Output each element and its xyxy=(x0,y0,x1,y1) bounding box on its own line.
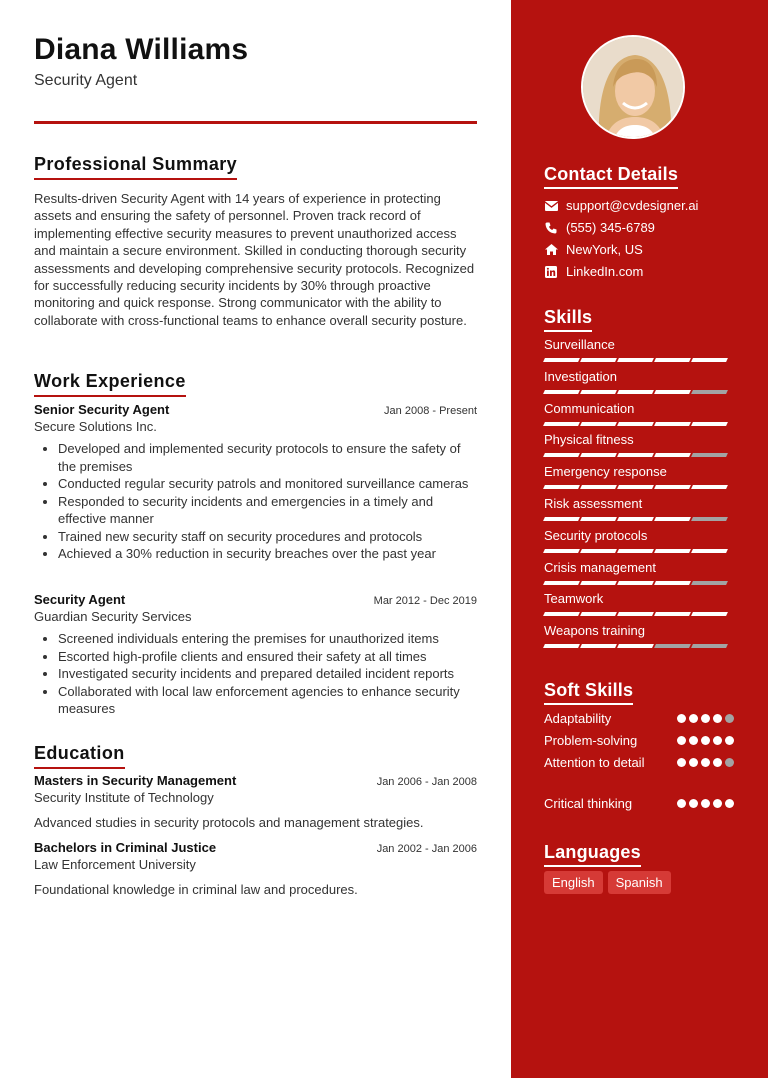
rating-dot xyxy=(725,736,734,745)
skill-level-segment xyxy=(617,517,654,521)
skill-level-segment xyxy=(580,422,617,426)
soft-skills-heading: Soft Skills xyxy=(544,680,633,705)
skill-name: Emergency response xyxy=(544,464,667,480)
soft-skill-name: Problem-solving xyxy=(544,733,638,748)
skill-name: Weapons training xyxy=(544,623,645,639)
soft-skill-name: Adaptability xyxy=(544,711,612,726)
linkedin-icon xyxy=(544,265,558,279)
skill-level-segment xyxy=(543,581,580,585)
skill-item xyxy=(544,496,734,521)
skill-level-segment xyxy=(543,390,580,394)
skills-heading: Skills xyxy=(544,307,592,332)
rating-dot xyxy=(677,799,686,808)
skill-level-segment xyxy=(654,517,691,521)
profile-photo xyxy=(581,35,685,139)
skill-level-segment xyxy=(580,485,617,489)
skill-level-bar xyxy=(544,581,734,585)
job-company: Secure Solutions Inc. xyxy=(34,419,157,434)
rating-dot xyxy=(725,799,734,808)
linkedin-text: LinkedIn.com xyxy=(566,264,644,279)
language-chip: English xyxy=(544,871,603,894)
rating-dot xyxy=(725,714,734,723)
education-description: Foundational knowledge in criminal law and procedures. xyxy=(34,882,358,897)
skill-level-segment xyxy=(580,390,617,394)
education-description: Advanced studies in security protocols and management strategies. xyxy=(34,815,424,830)
degree-title: Masters in Security Management xyxy=(34,773,237,788)
skill-level-segment xyxy=(543,549,580,553)
rating-dot xyxy=(713,758,722,767)
contact-location xyxy=(544,242,643,257)
skill-level-segment xyxy=(691,485,728,489)
languages-heading: Languages xyxy=(544,842,641,867)
skill-level-segment xyxy=(617,390,654,394)
skill-name: Investigation xyxy=(544,368,617,384)
skill-level-segment xyxy=(617,422,654,426)
skill-level-segment xyxy=(617,612,654,616)
job-bullets xyxy=(34,440,477,563)
rating-dot xyxy=(701,758,710,767)
rating-dot xyxy=(677,736,686,745)
soft-skill-rating xyxy=(677,754,734,772)
job-entry xyxy=(34,402,477,563)
job-entry xyxy=(34,592,477,718)
skill-name: Risk assessment xyxy=(544,496,643,511)
skill-level-bar xyxy=(544,453,734,457)
skill-level-bar xyxy=(544,644,734,648)
school-name: Security Institute of Technology xyxy=(34,790,214,805)
job-date: Jan 2008 - Present xyxy=(384,405,477,417)
rating-dot xyxy=(701,714,710,723)
soft-skill-rating xyxy=(677,732,734,750)
skill-level-segment xyxy=(617,581,654,585)
job-bullet: • Conducted regular security patrols and monitored surveillance cameras xyxy=(58,475,477,493)
education-heading: Education xyxy=(34,743,125,769)
skill-level-bar xyxy=(544,422,734,426)
job-date: Mar 2012 - Dec 2019 xyxy=(373,595,477,607)
rating-dot xyxy=(677,714,686,723)
skill-level-segment xyxy=(654,549,691,553)
phone-icon xyxy=(544,221,558,235)
skill-level-segment xyxy=(617,549,654,553)
skill-level-bar xyxy=(544,390,734,394)
skill-level-segment xyxy=(617,453,654,457)
skill-level-bar xyxy=(544,485,734,489)
rating-dot xyxy=(725,758,734,767)
skill-level-segment xyxy=(543,358,580,362)
skill-item xyxy=(544,560,734,585)
skill-level-segment xyxy=(654,422,691,426)
skill-level-bar xyxy=(544,549,734,553)
skill-name: Teamwork xyxy=(544,591,604,607)
phone-text: (555) 345-6789 xyxy=(566,220,655,235)
skill-level-bar xyxy=(544,517,734,521)
skill-level-segment xyxy=(654,581,691,585)
rating-dot xyxy=(689,758,698,767)
job-bullet: • Developed and implemented security protocols to ensure the safety of the premises xyxy=(58,440,477,475)
job-bullet: • Escorted high-profile clients and ensured their safety at all times xyxy=(58,648,477,666)
skill-level-segment xyxy=(543,422,580,426)
job-bullets xyxy=(34,630,477,718)
soft-skill-rating xyxy=(677,795,734,813)
envelope-icon xyxy=(544,199,558,213)
degree-title: Bachelors in Criminal Justice xyxy=(34,840,217,855)
skill-item xyxy=(544,591,734,616)
email-text: support@cvdesigner.ai xyxy=(566,198,699,213)
rating-dot xyxy=(701,799,710,808)
soft-skill-name: Attention to detail xyxy=(544,755,645,770)
contact-linkedin[interactable] xyxy=(544,264,643,279)
skill-level-bar xyxy=(544,612,734,616)
contact-email[interactable] xyxy=(544,198,698,213)
location-text: NewYork, US xyxy=(566,242,643,257)
skill-name: Communication xyxy=(544,400,635,416)
candidate-name: Diana Williams xyxy=(34,33,249,66)
job-bullet: • Responded to security incidents and emergencies in a timely and effective manner xyxy=(58,493,477,528)
soft-skill-item xyxy=(544,754,734,772)
education-date: Jan 2006 - Jan 2008 xyxy=(376,776,477,788)
skill-level-segment xyxy=(580,612,617,616)
skill-name: Physical fitness xyxy=(544,432,634,448)
skill-level-segment xyxy=(691,517,728,521)
sidebar xyxy=(511,0,768,1078)
skill-level-segment xyxy=(691,581,728,585)
skill-item xyxy=(544,464,734,489)
skill-level-segment xyxy=(691,453,728,457)
skill-item xyxy=(544,528,734,553)
job-company: Guardian Security Services xyxy=(34,609,192,624)
summary-heading: Professional Summary xyxy=(34,154,237,180)
skill-name: Security protocols xyxy=(544,527,648,543)
skill-level-segment xyxy=(691,358,728,362)
soft-skill-item xyxy=(544,710,734,728)
skill-level-segment xyxy=(543,612,580,616)
skill-level-segment xyxy=(543,485,580,489)
education-entry xyxy=(34,773,477,830)
skill-level-segment xyxy=(691,644,728,648)
education-date: Jan 2002 - Jan 2006 xyxy=(376,843,477,855)
rating-dot xyxy=(689,736,698,745)
job-title: Senior Security Agent xyxy=(34,402,170,417)
skill-level-segment xyxy=(691,612,728,616)
rating-dot xyxy=(713,799,722,808)
contact-heading: Contact Details xyxy=(544,164,678,189)
soft-skill-item xyxy=(544,732,734,750)
skill-level-segment xyxy=(580,453,617,457)
skill-level-segment xyxy=(691,549,728,553)
skill-level-bar xyxy=(544,358,734,362)
experience-heading: Work Experience xyxy=(34,371,186,397)
languages-list xyxy=(544,871,671,894)
job-bullet: • Trained new security staff on security procedures and protocols xyxy=(58,528,477,546)
skill-level-segment xyxy=(580,644,617,648)
rating-dot xyxy=(689,799,698,808)
skill-level-segment xyxy=(691,390,728,394)
home-icon xyxy=(544,243,558,257)
skill-item xyxy=(544,337,734,362)
rating-dot xyxy=(713,714,722,723)
skill-level-segment xyxy=(654,485,691,489)
skill-level-segment xyxy=(543,517,580,521)
skill-level-segment xyxy=(580,581,617,585)
skill-name: Surveillance xyxy=(544,337,615,352)
summary-text: Results-driven Security Agent with 14 years of experience in protecting assets and ensuring the safety of personnel. Proven track record of implementing effective security measures to prevent unauthorized access and maintain a secure environment. Skilled in conducting thorough security assessments and developing comprehensive security protocols. Recognized for successfully reducing security incidents by 30% through proactive monitoring and quick response. Strong communicator with the ability to collaborate with cross-functional teams to enhance overall security posture. xyxy=(34,191,475,328)
job-bullet: • Collaborated with local law enforcement agencies to enhance security measures xyxy=(58,683,477,718)
skill-level-segment xyxy=(543,453,580,457)
skill-item xyxy=(544,369,734,394)
skill-item xyxy=(544,432,734,457)
skill-level-segment xyxy=(580,358,617,362)
skill-level-segment xyxy=(580,549,617,553)
header-divider xyxy=(34,121,477,124)
language-chip: Spanish xyxy=(608,871,671,894)
skill-level-segment xyxy=(543,644,580,648)
job-bullet: • Achieved a 30% reduction in security breaches over the past year xyxy=(58,545,477,563)
soft-skill-rating xyxy=(677,710,734,728)
rating-dot xyxy=(701,736,710,745)
skill-item xyxy=(544,623,734,648)
job-title: Security Agent xyxy=(34,592,126,607)
skill-level-segment xyxy=(654,390,691,394)
skill-level-segment xyxy=(617,485,654,489)
soft-skill-item xyxy=(544,795,734,813)
skill-level-segment xyxy=(691,422,728,426)
rating-dot xyxy=(689,714,698,723)
candidate-title: Security Agent xyxy=(34,72,138,89)
skill-name: Crisis management xyxy=(544,559,656,575)
skill-level-segment xyxy=(617,644,654,648)
profile-photo-illustration xyxy=(583,37,685,139)
rating-dot xyxy=(713,736,722,745)
skill-level-segment xyxy=(654,358,691,362)
job-bullet: • Investigated security incidents and prepared detailed incident reports xyxy=(58,665,477,683)
skill-level-segment xyxy=(617,358,654,362)
rating-dot xyxy=(677,758,686,767)
skill-level-segment xyxy=(654,612,691,616)
skill-level-segment xyxy=(654,644,691,648)
skill-level-segment xyxy=(580,517,617,521)
education-entry xyxy=(34,840,477,897)
contact-phone[interactable] xyxy=(544,220,655,235)
skill-level-segment xyxy=(654,453,691,457)
soft-skill-name: Critical thinking xyxy=(544,796,633,811)
skill-item xyxy=(544,401,734,426)
school-name: Law Enforcement University xyxy=(34,857,196,872)
job-bullet: • Screened individuals entering the premises for unauthorized items xyxy=(58,630,477,648)
